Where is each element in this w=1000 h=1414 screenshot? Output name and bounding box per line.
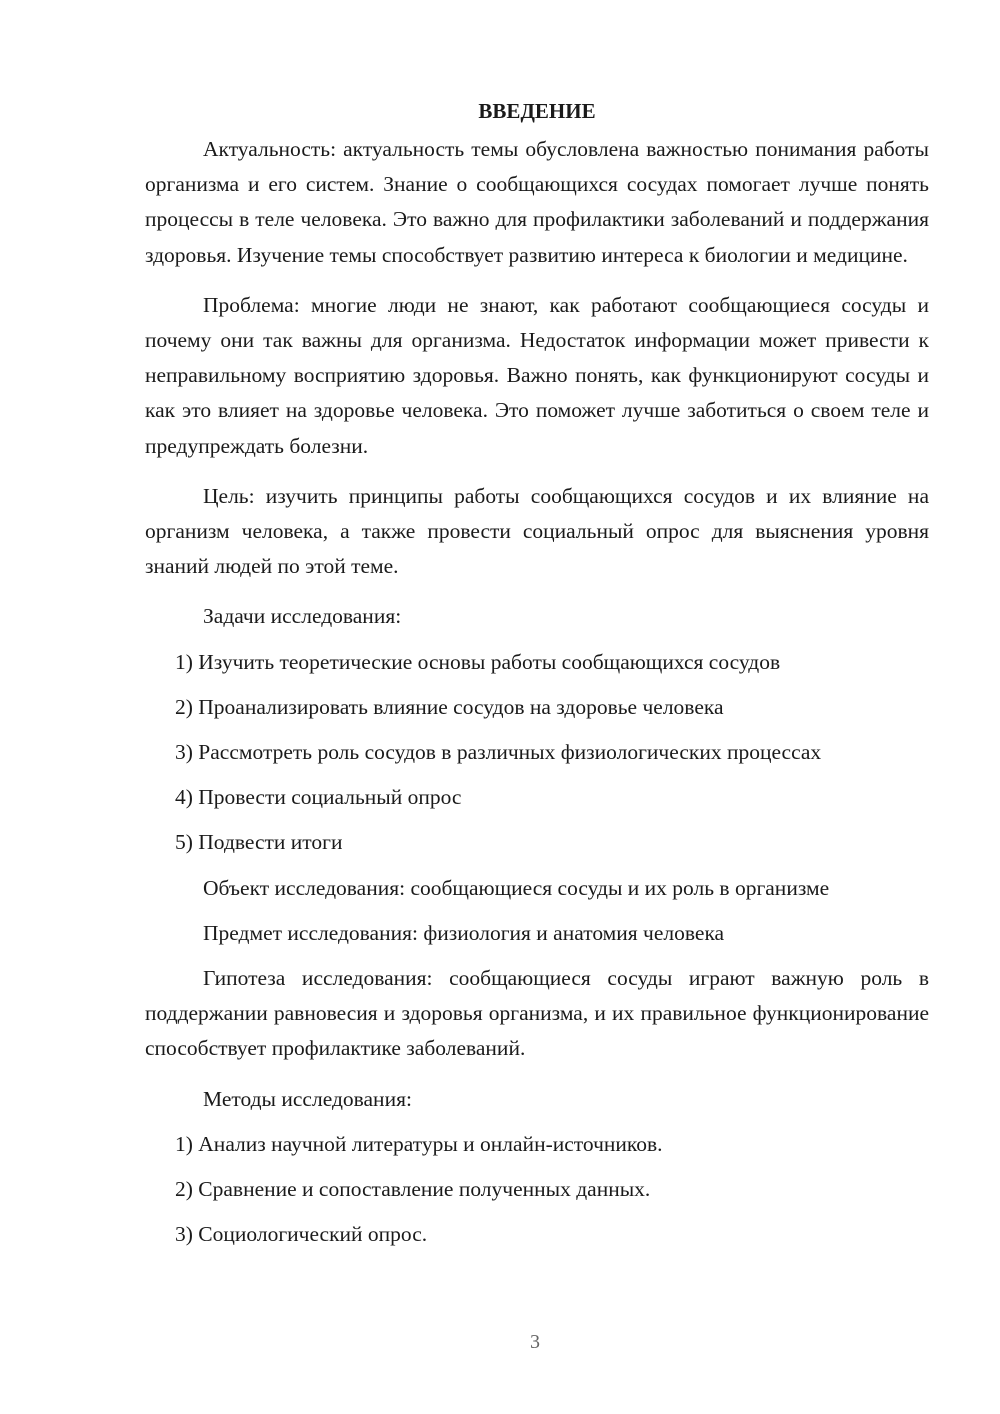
task-item: 3) Рассмотреть роль сосудов в различных физиологических процессах	[175, 740, 822, 765]
hypothesis-paragraph: Гипотеза исследования: сообщающиеся сосуды играют важную роль в поддержании равновесия и здоровья организма, и их правильное функционирование способствует профилактике заболеваний.	[145, 966, 929, 1061]
method-item: 2) Сравнение и сопоставление полученных данных.	[175, 1177, 651, 1202]
tasks-heading: Задачи исследования:	[203, 604, 402, 629]
method-item: 1) Анализ научной литературы и онлайн-источников.	[175, 1131, 663, 1156]
goal-paragraph: Цель: изучить принципы работы сообщающихся сосудов и их влияние на организм человека, а также провести социальный опрос для выяснения уровня знаний людей по этой теме.	[145, 483, 929, 579]
relevance-paragraph: Актуальность: актуальность темы обусловлена важностью понимания работы организма и его систем. Знание о сообщающихся сосудах помогает лучше понять процессы в теле человека. Это важно для профилактики заболеваний и поддержания здоровья. Изучение темы способствует развитию интереса к биологии и медицине.	[145, 137, 929, 267]
task-item: 2) Проанализировать влияние сосудов на здоровье человека	[175, 694, 724, 719]
research-subject: Предмет исследования: физиология и анатомия человека	[203, 920, 725, 945]
page-title: ВВЕДЕНИЕ	[478, 99, 596, 123]
task-item: 5) Подвести итоги	[175, 830, 343, 855]
page-number: 3	[530, 1331, 540, 1353]
method-item: 3) Социологический опрос.	[175, 1222, 428, 1247]
problem-paragraph: Проблема: многие люди не знают, как работают сообщающиеся сосуды и почему они так важны для организма. Недостаток информации может привести к неправильному восприятию здоровья. Важно понять, как функционируют сосуды и как это влияет на здоровье человека. Это поможет лучше заботиться о своем теле и предупреждать болезни.	[145, 292, 929, 458]
task-item: 1) Изучить теоретические основы работы сообщающихся сосудов	[175, 649, 781, 674]
document-page	[145, 96, 929, 1262]
methods-heading: Методы исследования:	[203, 1086, 412, 1111]
task-item: 4) Провести социальный опрос	[175, 785, 462, 810]
research-object: Объект исследования: сообщающиеся сосуды и их роль в организме	[203, 875, 830, 900]
